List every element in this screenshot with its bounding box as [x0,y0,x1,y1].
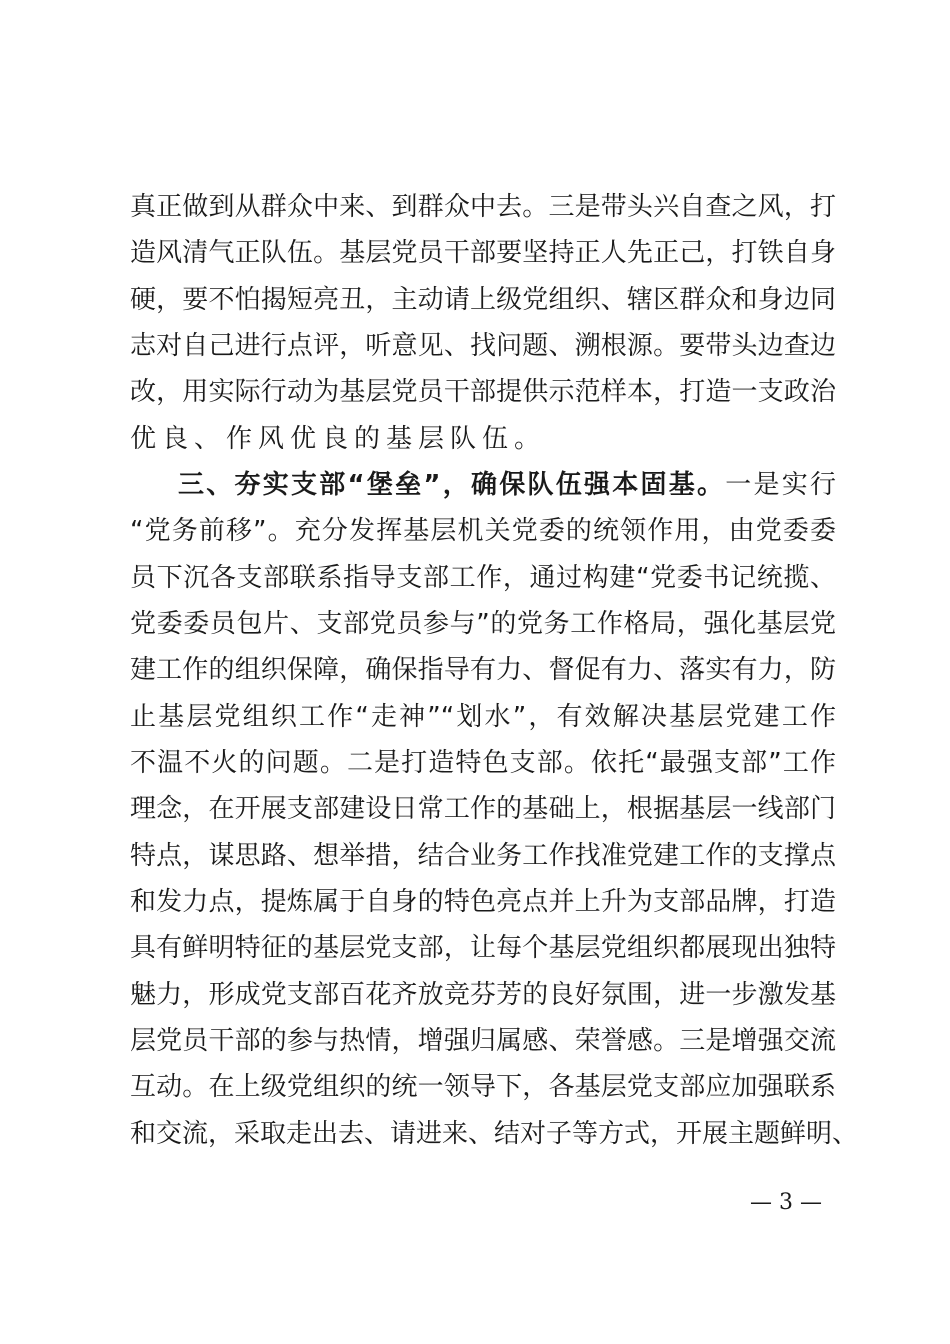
text-line: “党务前移”。充分发挥基层机关党委的统领作用，由党委委 [130,516,836,546]
text-line: 魅力，形成党支部百花齐放竞芬芳的良好氛围，进一步激发基 [130,980,836,1010]
text-line: 理念，在开展支部建设日常工作的基础上，根据基层一线部门 [130,794,836,824]
text-line: 党委委员包片、支部党员参与”的党务工作格局，强化基层党 [130,609,836,639]
text-line: 和发力点，提炼属于自身的特色亮点并上升为支部品牌，打造 [130,887,836,917]
text-line: 真正做到从群众中来、到群众中去。三是带头兴自查之风，打 [130,192,836,222]
text-line: 具有鲜明特征的基层党支部，让每个基层党组织都展现出独特 [130,933,836,963]
text-line: 造风清气正队伍。基层党员干部要坚持正人先正己，打铁自身 [130,238,836,268]
text-line: 和交流，采取走出去、请进来、结对子等方式，开展主题鲜明、 [130,1119,859,1149]
text-line: 互动。在上级党组织的统一领导下，各基层党支部应加强联系 [130,1072,836,1102]
text-line: 不温不火的问题。二是打造特色支部。依托“最强支部”工作 [130,748,836,778]
text-line: 特点，谋思路、想举措，结合业务工作找准党建工作的支撑点 [130,841,836,871]
text-line: 硬，要不怕揭短亮丑，主动请上级党组织、辖区群众和身边同 [130,285,836,315]
page-number: — 3 — [750,1190,822,1215]
text-line: 优良、作风优良的基层队伍。 [130,424,547,454]
text-line: 止基层党组织工作“走神”“划水”，有效解决基层党建工作 [130,702,836,732]
text-line: 志对自己进行点评，听意见、找问题、溯根源。要带头边查边 [130,331,836,361]
text-line: 员下沉各支部联系指导支部工作，通过构建“党委书记统揽、 [130,563,836,593]
section-heading: 三、夯实支部“堡垒”，确保队伍强本固基。 [178,470,726,500]
text-line: 建工作的组织保障，确保指导有力、督促有力、落实有力，防 [130,655,836,685]
section-heading-line [178,462,836,508]
text-run: 一是实行 [725,470,836,500]
text-line: 层党员干部的参与热情，增强归属感、荣誉感。三是增强交流 [130,1026,836,1056]
text-line: 改，用实际行动为基层党员干部提供示范样本，打造一支政治 [130,377,836,407]
